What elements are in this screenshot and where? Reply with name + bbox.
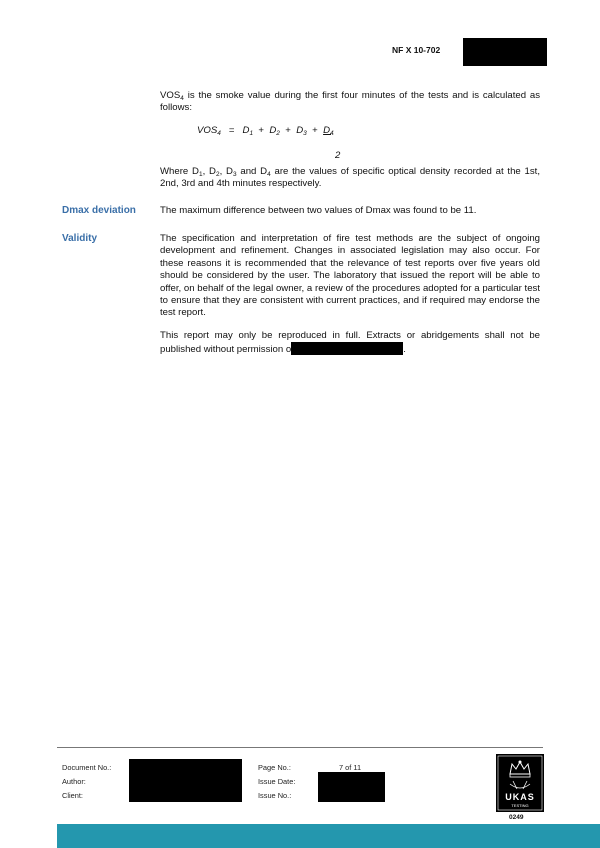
validity-heading: Validity xyxy=(62,233,98,244)
formula-denominator: 2 xyxy=(335,150,341,161)
ukas-accreditation-number: 0249 xyxy=(509,814,524,821)
ukas-logo-text: UKAS xyxy=(505,792,535,802)
redacted-footer-middle xyxy=(318,772,385,802)
vos-formula: $VOS_4$ = $D_1 + D_2 + D_3 + D_4$ xyxy=(197,125,334,137)
reproduction-notice: This report may only be reproduced in full. Extracts or abridgements shall not be published without permission o . xyxy=(160,330,540,356)
redacted-header-block xyxy=(463,38,547,66)
issue-date-label: Issue Date: xyxy=(258,777,296,786)
document-no-label: Document No.: xyxy=(62,763,112,772)
formula-numerator-last: $D_4$ xyxy=(323,125,334,137)
page-no-label: Page No.: xyxy=(258,763,291,772)
dmax-text: The maximum difference between two values of Dmax was found to be 11. xyxy=(160,205,477,216)
issue-no-label: Issue No.: xyxy=(258,791,292,800)
where-sentence: Where $D_1$, $D_2$, $D_3$ and $D_4$ are the values of specific optical density recorded at the 1st, 2nd, 3rd and 4th minutes respectively. xyxy=(160,166,540,190)
redacted-footer-left xyxy=(129,759,242,802)
ukas-logo-subtext: TESTING xyxy=(511,803,529,808)
validity-paragraph: The specification and interpretation of fire test methods are the subject of ongoing development and refinement. Changes in associated legislation may also occur. For these reasons it is recommended that the relevance of test reports over five years old should be considered by the user. The laboratory that issued the report will be able to offer, on behalf of the legal owner, a review of the procedures adopted for a particular test to ensure that they are consistent with current practices, and if required may endorse the test report. xyxy=(160,233,540,319)
client-label: Client: xyxy=(62,791,83,800)
footer-divider xyxy=(57,747,543,748)
author-label: Author: xyxy=(62,777,86,786)
ukas-logo xyxy=(496,754,544,812)
redacted-company-name xyxy=(291,342,403,355)
vos-intro: $VOS_4$ is the smoke value during the first four minutes of the tests and is calculated as follows: xyxy=(160,90,540,114)
footer-color-bar xyxy=(57,824,600,848)
page-no-value: 7 of 11 xyxy=(339,763,362,772)
dmax-heading: Dmax deviation xyxy=(62,205,136,216)
standard-reference: NF X 10-702 xyxy=(392,45,441,55)
